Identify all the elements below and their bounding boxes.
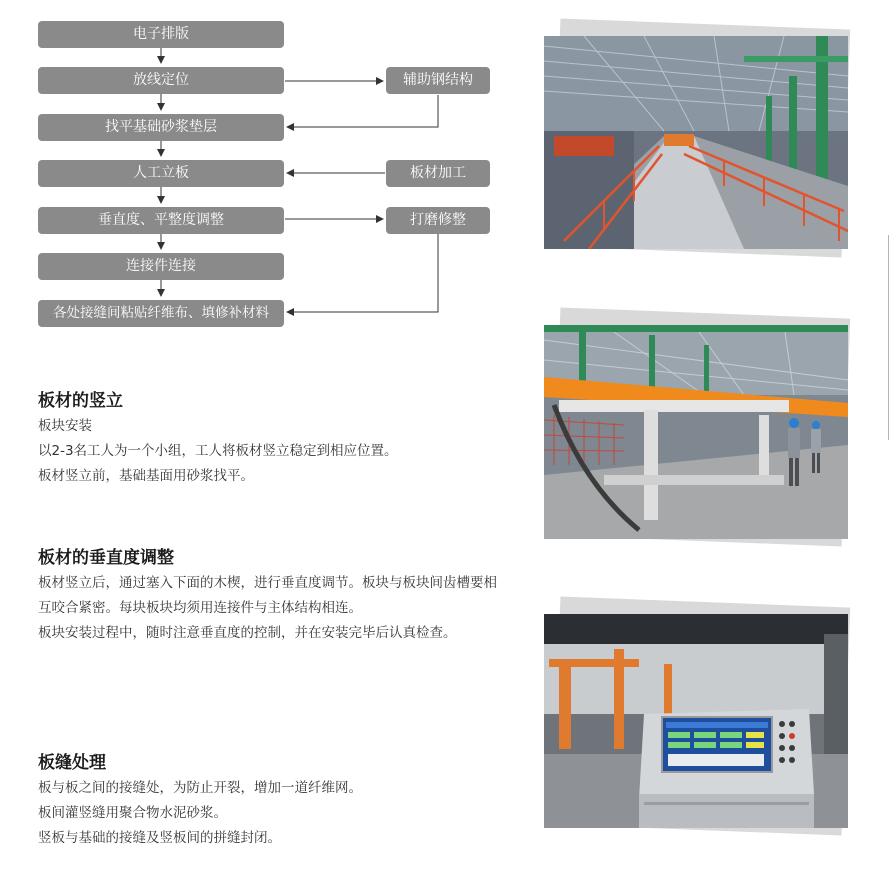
section-body-verticality [38, 571, 498, 646]
section-line: 板块安装 [38, 418, 92, 434]
crane-line-image [544, 325, 848, 539]
section-line: 板间灌竖缝用聚合物水泥砂浆。 [38, 805, 227, 821]
section-title-seams: 板缝处理 [38, 753, 106, 773]
section-line: 板与板之间的接缝处，为防止开裂，增加一道纤维网。 [38, 780, 362, 796]
section-line: 板块安装过程中，随时注意垂直度的控制，并在安装完毕后认真检查。 [38, 625, 457, 641]
section-body-erection [38, 414, 498, 489]
section-line: 板材竖立后，通过塞入下面的木楔，进行垂直度调节。板块与板块间齿槽要相互咬合紧密。每块板块均须用连接件与主体结构相连。 [38, 575, 497, 616]
section-line: 竖板与基础的接缝及竖板间的拼缝封闭。 [38, 830, 281, 846]
step-layout: 电子排版 [38, 21, 284, 48]
step-manual-erect: 人工立板 [38, 160, 284, 187]
section-body-seams [38, 776, 498, 851]
step-seam-treatment: 各处接缝间粘贴纤维布、填修补材料 [38, 300, 284, 327]
section-line: 以2-3名工人为一个小组，工人将板材竖立稳定到相应位置。 [38, 443, 398, 459]
section-title-verticality: 板材的垂直度调整 [38, 548, 174, 568]
control-panel-image [544, 614, 848, 828]
step-positioning: 放线定位 [38, 67, 284, 94]
arrow-polish-to-seams [287, 233, 438, 312]
step-verticality-adjust: 垂直度、平整度调整 [38, 207, 284, 234]
crane-line-photo [544, 325, 848, 539]
factory-walkway-image [544, 36, 848, 249]
arrow-steel-to-leveling [287, 95, 438, 127]
section-title-erection: 板材的竖立 [38, 391, 123, 411]
side-step-steel-structure: 辅助钢结构 [386, 67, 490, 94]
step-leveling: 找平基础砂浆垫层 [38, 114, 284, 141]
section-line: 板材竖立前，基础基面用砂浆找平。 [38, 468, 254, 484]
control-panel-photo [544, 614, 848, 828]
side-step-polishing: 打磨修整 [386, 207, 490, 234]
side-step-panel-processing: 板材加工 [386, 160, 490, 187]
factory-walkway-photo [544, 36, 848, 249]
step-connector: 连接件连接 [38, 253, 284, 280]
